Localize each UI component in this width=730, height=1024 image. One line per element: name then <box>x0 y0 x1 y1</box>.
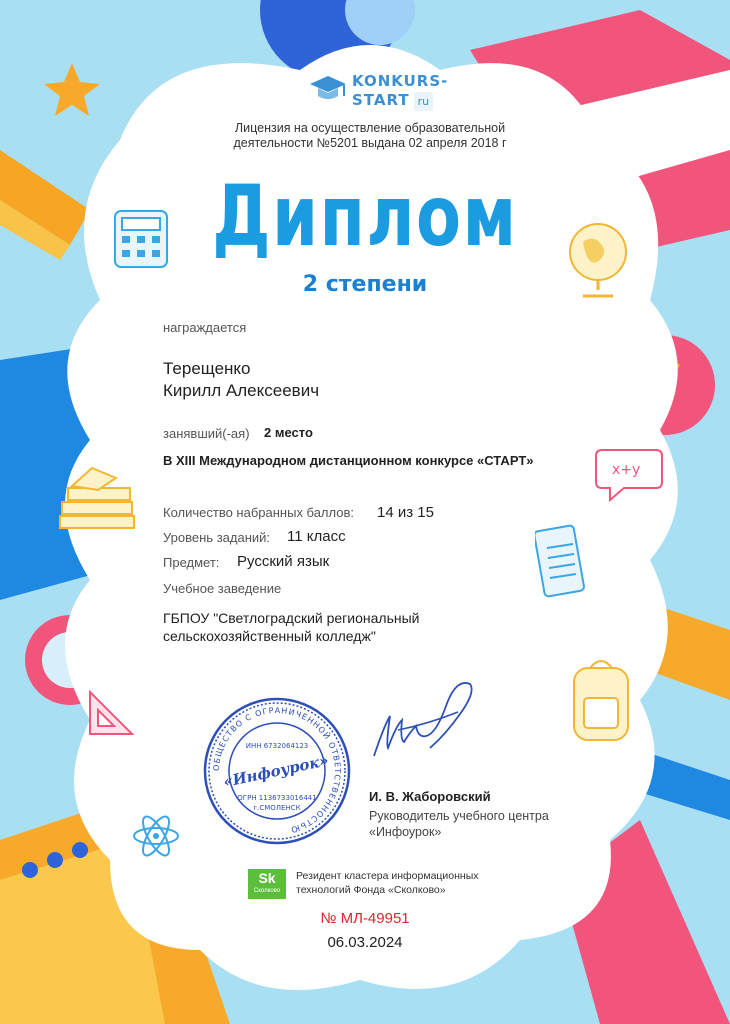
diploma-date: 06.03.2024 <box>327 934 403 951</box>
konkurs-start-logo <box>308 72 449 114</box>
recipient-name: Кирилл Алексеевич <box>163 381 320 400</box>
notepad-icon <box>535 520 585 600</box>
diploma-title: Диплом <box>212 167 518 265</box>
skolkovo-logo-sub: Сколково <box>253 888 281 894</box>
diploma-degree: 2 степени <box>302 272 428 297</box>
atom-icon <box>130 810 182 862</box>
recipient-surname: Терещенко <box>163 359 251 378</box>
triangle-ruler-icon <box>86 688 136 738</box>
backpack-icon <box>566 654 636 746</box>
signer-role-line2: «Инфоурок» <box>369 825 442 839</box>
school-line1: ГБПОУ "Светлоградский региональный <box>163 610 420 626</box>
skolkovo-logo <box>248 869 286 899</box>
skolkovo-logo-text: Sk <box>258 870 276 886</box>
graduation-cap-icon <box>308 72 348 110</box>
signer-name: И. В. Жаборовский <box>369 789 491 804</box>
stamp-ring-text: ОБЩЕСТВО С ОГРАНИЧЕННОЙ ОТВЕТСТВЕННОСТЬЮ <box>211 705 343 835</box>
stamp-ogrn: ОГРН 1136733016441 <box>237 794 317 802</box>
logo-line1: KONKURS- <box>352 72 449 90</box>
contest-name: В XIII Международном дистанционном конкурсе «СТАРТ» <box>163 453 534 468</box>
skolkovo-text-line2: технологий Фонда «Сколково» <box>296 884 446 896</box>
stamp <box>202 696 352 846</box>
speech-bubble-icon <box>594 444 664 504</box>
score-label: Количество набранных баллов: <box>163 505 354 520</box>
stamp-center-text: «Инфоурок» <box>221 751 331 792</box>
license-text <box>160 121 580 151</box>
license-line2: деятельности №5201 выдана 02 апреля 2018 г <box>233 136 507 150</box>
awarded-label: награждается <box>163 320 247 335</box>
logo-line2: START <box>352 91 410 109</box>
level-label: Уровень заданий: <box>163 530 271 545</box>
svg-text:x+y: x+y <box>612 462 641 478</box>
school-line2: сельскохозяйственный колледж" <box>163 628 376 644</box>
place-label: занявший(-ая) <box>163 426 250 441</box>
license-line1: Лицензия на осуществление образовательной <box>234 121 506 135</box>
signer-role-line1: Руководитель учебного центра <box>369 809 549 823</box>
score-value: 14 из 15 <box>377 504 434 521</box>
signature <box>368 676 478 768</box>
stamp-inn: ИНН 6732064123 <box>245 742 309 750</box>
skolkovo-text-line1: Резидент кластера информационных <box>296 870 479 882</box>
logo-badge: ru <box>414 92 434 111</box>
stamp-city: г.СМОЛЕНСК <box>253 804 301 812</box>
place-value: 2 место <box>264 425 313 440</box>
subject-value: Русский язык <box>237 553 330 570</box>
level-value: 11 класс <box>287 528 346 545</box>
books-icon <box>54 462 140 534</box>
diploma-number: № МЛ-49951 <box>320 910 410 927</box>
school-label: Учебное заведение <box>163 581 282 596</box>
subject-label: Предмет: <box>163 555 220 570</box>
